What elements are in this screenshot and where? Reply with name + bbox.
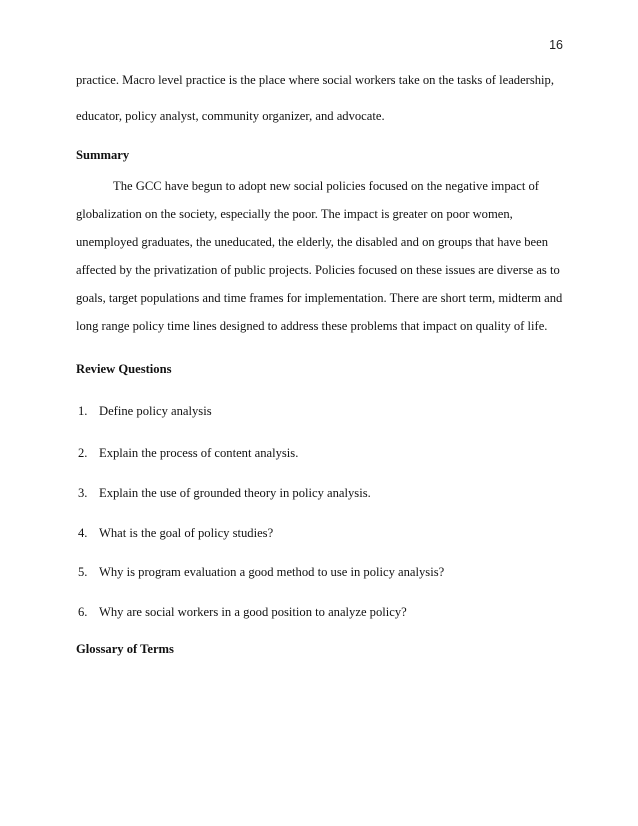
summary-line-3: unemployed graduates, the uneducated, the elderly, the disabled and on groups that have been	[76, 235, 548, 249]
list-item	[78, 402, 212, 420]
list-item	[78, 603, 407, 621]
list-item	[78, 484, 371, 502]
list-item-number: 5.	[78, 565, 88, 579]
list-item	[78, 563, 444, 581]
list-item-number: 2.	[78, 446, 88, 460]
page-number: 16	[549, 38, 563, 52]
list-item-text: Why is program evaluation a good method to use in policy analysis?	[99, 565, 445, 579]
list-item-number: 6.	[78, 605, 88, 619]
list-item-text: Define policy analysis	[99, 404, 212, 418]
summary-line-5: goals, target populations and time frames for implementation. There are short term, midterm and	[76, 291, 563, 305]
summary-line-2: globalization on the society, especially the poor. The impact is greater on poor women,	[76, 207, 513, 221]
summary-line-1: The GCC have begun to adopt new social policies focused on the negative impact of	[113, 179, 539, 193]
summary-heading: Summary	[76, 148, 130, 162]
list-item	[78, 444, 298, 462]
list-item-number: 4.	[78, 526, 88, 540]
list-item	[78, 524, 273, 542]
summary-line-6: long range policy time lines designed to address these problems that impact on quality of life.	[76, 319, 548, 333]
list-item-number: 1.	[78, 404, 88, 418]
list-item-text: What is the goal of policy studies?	[99, 526, 274, 540]
list-item-text: Explain the process of content analysis.	[99, 446, 299, 460]
summary-line-4: affected by the privatization of public projects. Policies focused on these issues are diverse as to	[76, 263, 560, 277]
list-item-number: 3.	[78, 486, 88, 500]
glossary-heading: Glossary of Terms	[76, 642, 174, 656]
list-item-text: Why are social workers in a good position to analyze policy?	[99, 605, 407, 619]
intro-line-1: practice. Macro level practice is the place where social workers take on the tasks of leadership,	[76, 73, 555, 87]
review-questions-heading: Review Questions	[76, 362, 172, 376]
list-item-text: Explain the use of grounded theory in policy analysis.	[99, 486, 371, 500]
intro-line-2: educator, policy analyst, community organizer, and advocate.	[76, 109, 385, 123]
